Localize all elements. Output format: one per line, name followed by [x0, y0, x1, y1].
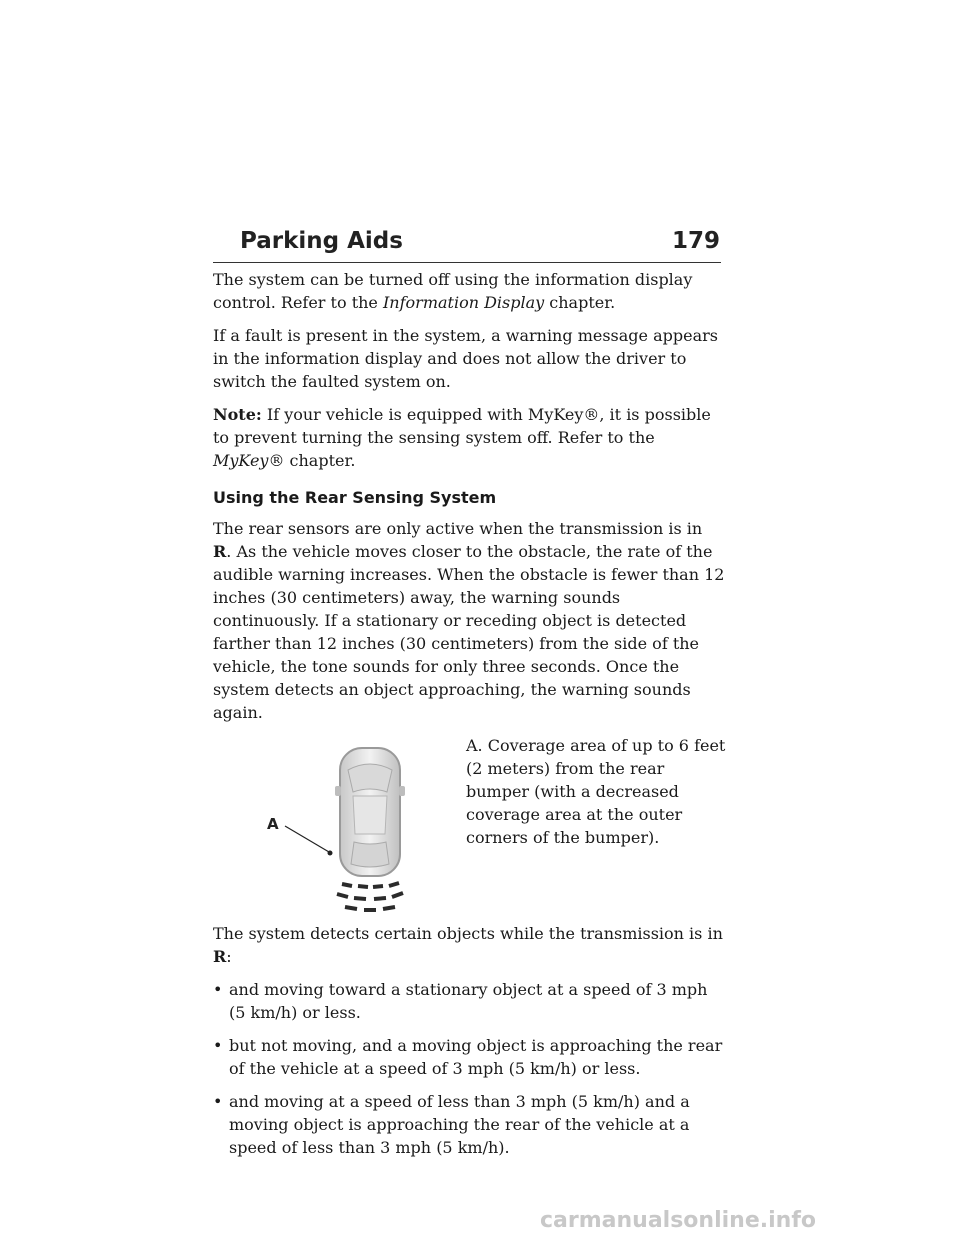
footer-watermark: carmanualsonline.info	[540, 1208, 816, 1233]
bullet-icon: •	[213, 1036, 223, 1055]
bullet-icon: •	[213, 980, 223, 999]
car-coverage-illustration	[253, 734, 433, 916]
list-intro: The system detects certain objects while the transmission is in R:	[213, 924, 723, 966]
page-header	[240, 228, 720, 254]
reference-mykey: MyKey®	[213, 451, 285, 470]
paragraph-turn-off: The system can be turned off using the information display control. Refer to the Information Display chapter.	[213, 270, 693, 312]
list-item: • but not moving, and a moving object is approaching the rear of the vehicle at a speed of 3 mph (5 km/h) or less.	[213, 1036, 723, 1078]
list-item: • and moving at a speed of less than 3 mph (5 km/h) and a moving object is approaching the rear of the vehicle at a speed of less than 3 mph (5 km/h).	[213, 1092, 690, 1157]
bullet-icon: •	[213, 1092, 223, 1111]
subheading-rear-sensing: Using the Rear Sensing System	[213, 488, 497, 507]
callout-label-a: A	[267, 815, 279, 833]
sensor-coverage-arcs	[337, 883, 403, 910]
detection-conditions-list	[213, 978, 725, 1159]
section-title: Parking Aids	[240, 228, 403, 254]
header-rule	[213, 262, 721, 263]
rear-sensing-figure	[213, 734, 725, 916]
note-paragraph: Note: If your vehicle is equipped with MyKey®, it is possible to prevent turning the sensing system off. Refer to the MyKey® chapter.	[213, 405, 711, 470]
note-label: Note:	[213, 405, 262, 424]
reference-information-display: Information Display	[382, 293, 545, 312]
paragraph-fault: If a fault is present in the system, a warning message appears in the information display and does not allow the driver to switch the faulted system on.	[213, 326, 718, 391]
callout-a	[267, 815, 333, 856]
car-top-view	[335, 748, 405, 876]
figure-caption: A. Coverage area of up to 6 feet (2 meters) from the rear bumper (with a decreased coverage area at the outer corners of the bumper).	[466, 736, 726, 847]
page-number: 179	[671, 228, 720, 254]
page-content	[213, 268, 725, 1169]
list-item: • and moving toward a stationary object at a speed of 3 mph (5 km/h) or less.	[213, 980, 708, 1022]
paragraph-rear-sensors: The rear sensors are only active when the transmission is in R. As the vehicle moves closer to the obstacle, the rate of the audible warning increases. When the obstacle is fewer than 12 inches (30 centimeters) away, the warning sounds continuously. If a stationary or receding object is detected farther than 12 inches (30 centimeters) from the side of the vehicle, the tone sounds for only three seconds. Once the system detects an object approaching, the warning sounds again.	[213, 519, 725, 722]
